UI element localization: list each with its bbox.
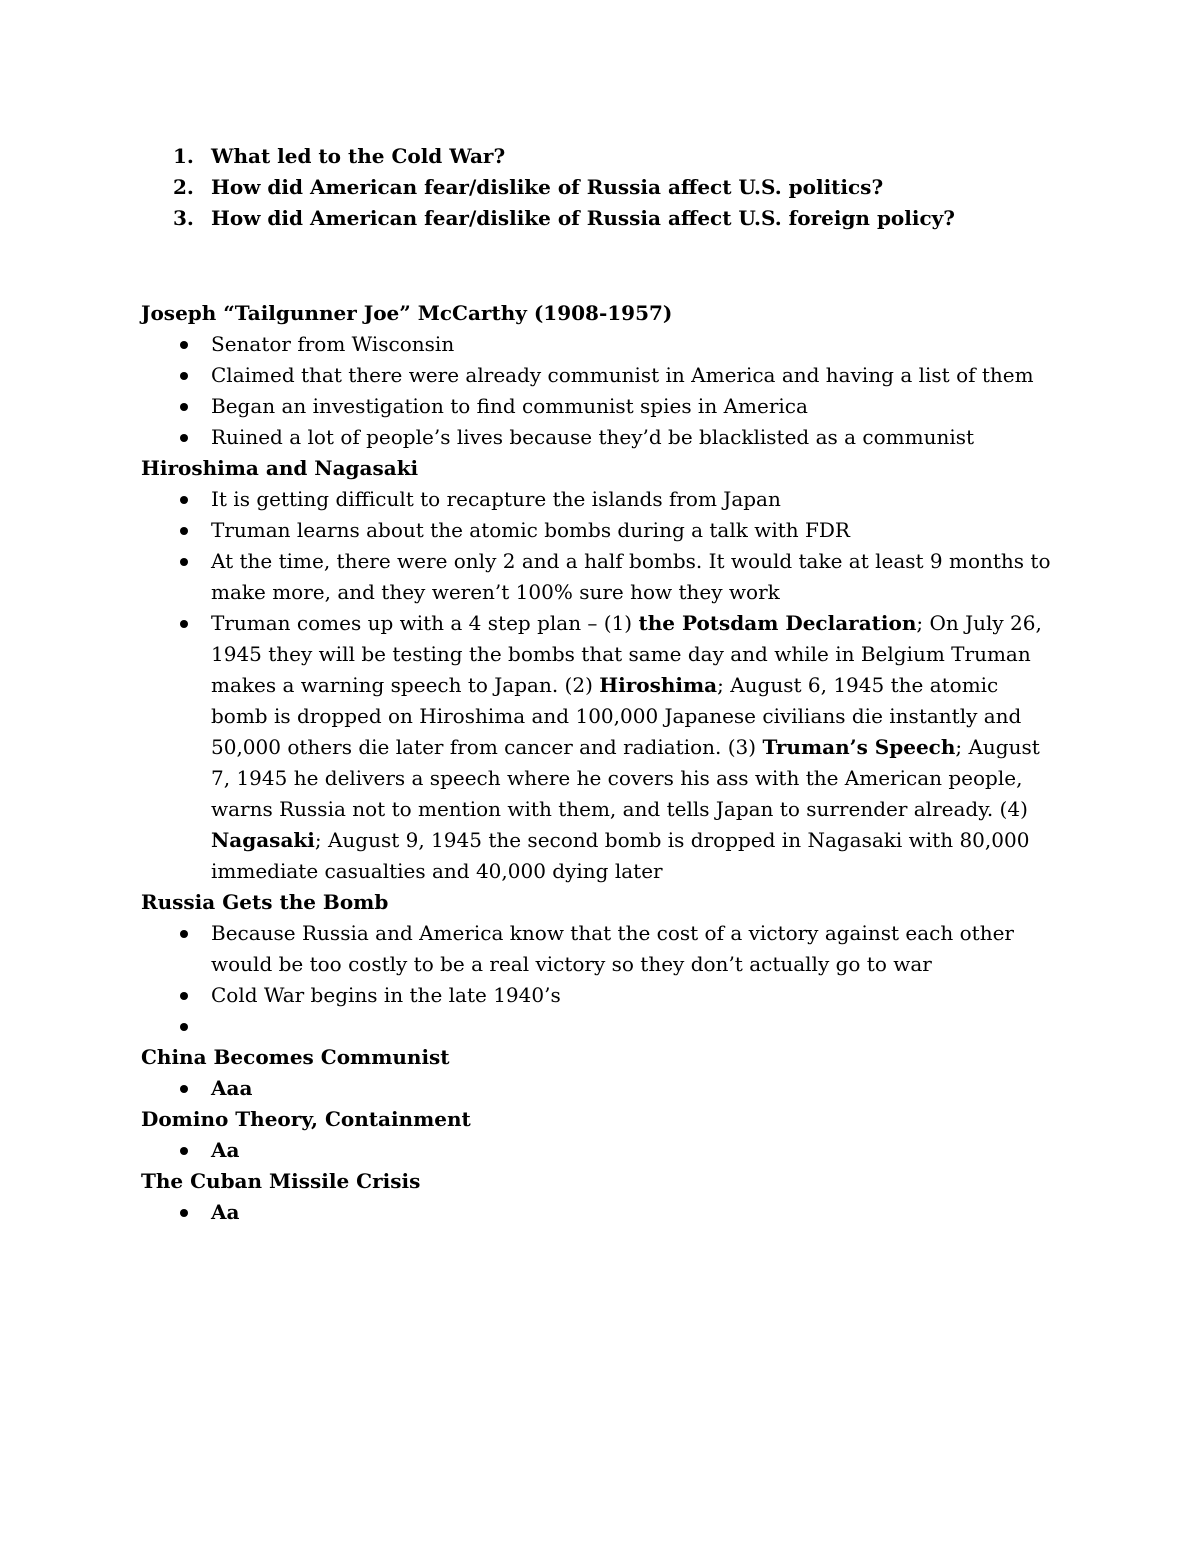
section-heading-china: China Becomes Communist [141,1045,450,1069]
section-heading-mccarthy: Joseph “Tailgunner Joe” McCarthy (1908-1957) [141,301,673,325]
list-item-text: Claimed that there were already communist in America and having a list of them [211,363,1034,387]
bullet-icon [180,341,188,349]
list-item-text: Senator from Wisconsin [211,332,455,356]
bullet-icon [180,1085,188,1093]
plan-text: ; August 7, 1945 he delivers a speech where he covers his ass with the American people, warns Russia not to mention with them, and tells Japan to surrender already. (4) [211,735,1040,821]
question-text: How did American fear/dislike of Russia affect U.S. politics? [211,175,884,199]
question-item [141,141,1053,172]
list-item-text: Aa [211,1138,240,1162]
list-item [141,918,1053,980]
plan-step-potsdam: the Potsdam Declaration [638,611,917,635]
bullet-icon [180,1209,188,1217]
bullet-icon [180,527,188,535]
list-item [141,1197,1053,1228]
bullet-icon [180,434,188,442]
bullet-icon [180,372,188,380]
list-item-empty [141,1011,1053,1042]
plan-step-hiroshima: Hiroshima [599,673,718,697]
list-item [141,980,1053,1011]
list-item [141,329,1053,360]
bullet-icon [180,620,188,628]
section-heading-hiroshima: Hiroshima and Nagasaki [141,456,419,480]
document-body [141,141,1053,1228]
list-item [141,1073,1053,1104]
list-item-text: It is getting difficult to recapture the islands from Japan [211,487,781,511]
list-item [141,391,1053,422]
russia-bullet-list [141,918,1053,1042]
bullet-icon [180,1147,188,1155]
plan-text: ; August 6, 1945 the atomic bomb is dropped on Hiroshima and 100,000 Japanese civilians die instantly and 50,000 others die later from cancer and radiation. (3) [211,673,1022,759]
section-heading-domino: Domino Theory, Containment [141,1107,471,1131]
list-item [141,484,1053,515]
bullet-icon [180,930,188,938]
list-item [141,1135,1053,1166]
plan-step-trumans-speech: Truman’s Speech [762,735,956,759]
plan-step-nagasaki: Nagasaki [211,828,315,852]
section-heading-cuban: The Cuban Missile Crisis [141,1169,421,1193]
list-item-text: Aaa [211,1076,253,1100]
section-heading-russia: Russia Gets the Bomb [141,890,389,914]
bullet-icon [180,496,188,504]
domino-bullet-list [141,1135,1053,1166]
question-list [141,141,1053,234]
list-item [141,422,1053,453]
bullet-icon [180,558,188,566]
list-item-text: Aa [211,1200,240,1224]
question-number: 1. [173,144,194,168]
list-item [141,360,1053,391]
list-item-text: Because Russia and America know that the cost of a victory against each other would be too costly to be a real victory so they don’t actually go to war [211,921,1014,976]
list-item-plan [141,608,1053,887]
question-number: 2. [173,175,194,199]
bullet-icon [180,403,188,411]
question-item [141,172,1053,203]
question-text: How did American fear/dislike of Russia affect U.S. foreign policy? [211,206,955,230]
list-item [141,515,1053,546]
plan-text: ; On July 26, 1945 they will be testing the bombs that same day and while in Belgium Truman makes a warning speech to Japan. (2) [211,611,1042,697]
list-item [141,546,1053,608]
list-item-text: At the time, there were only 2 and a half bombs. It would take at least 9 months to make more, and they weren’t 100% sure how they work [211,549,1051,604]
mccarthy-bullet-list [141,329,1053,453]
china-bullet-list [141,1073,1053,1104]
plan-text: ; August 9, 1945 the second bomb is dropped in Nagasaki with 80,000 immediate casualties and 40,000 dying later [211,828,1030,883]
plan-text: Truman comes up with a 4 step plan – (1) [211,611,639,635]
list-item-text: Ruined a lot of people’s lives because they’d be blacklisted as a communist [211,425,975,449]
list-item-text: Began an investigation to find communist spies in America [211,394,808,418]
cuban-bullet-list [141,1197,1053,1228]
question-number: 3. [173,206,194,230]
question-item [141,203,1053,234]
question-text: What led to the Cold War? [211,144,506,168]
list-item-text: Cold War begins in the late 1940’s [211,983,561,1007]
list-item-text: Truman learns about the atomic bombs during a talk with FDR [211,518,850,542]
bullet-icon [180,992,188,1000]
bullet-icon [180,1023,188,1031]
hiroshima-bullet-list [141,484,1053,887]
